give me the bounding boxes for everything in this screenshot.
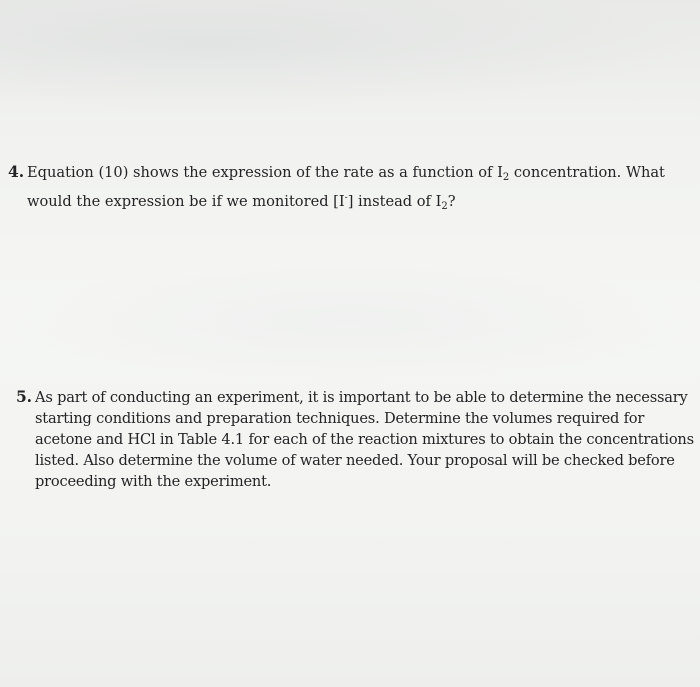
question-5-text-5: proceeding with the experiment. <box>35 473 272 490</box>
page-shading-top <box>0 0 700 110</box>
question-4 <box>8 161 680 217</box>
page-shading-middle <box>0 260 700 380</box>
question-5-text-1: As part of conducting an experiment, it is important to be able to determine the necessary <box>35 389 688 406</box>
question-4-line-2 <box>8 188 680 217</box>
question-4-text-1b: concentration. What <box>509 164 665 181</box>
question-4-superscript: - <box>344 193 348 203</box>
question-4-text-2b: ] instead of I <box>347 193 442 210</box>
question-5-line-3 <box>16 429 694 450</box>
question-5-number: 5. <box>16 387 32 406</box>
question-5-text-3: acetone and HCl in Table 4.1 for each of the reaction mixtures to obtain the concentrations <box>35 431 694 448</box>
question-4-text-2a: would the expression be if we monitored [I <box>27 193 345 210</box>
question-4-line-1 <box>8 161 680 188</box>
question-4-number: 4. <box>8 162 25 181</box>
question-5-line-1 <box>16 386 688 408</box>
question-4-text-1a: Equation (10) shows the expression of the rate as a function of I <box>27 164 503 181</box>
question-5-line-2 <box>16 408 676 429</box>
question-5-line-4 <box>16 450 676 471</box>
question-4-subscript-1: 2 <box>502 172 510 183</box>
question-5-line-5 <box>16 471 676 492</box>
question-4-subscript-2: 2 <box>441 201 448 212</box>
question-4-text-2c: ? <box>447 193 456 210</box>
question-5 <box>16 386 694 492</box>
question-5-text-4: listed. Also determine the volume of water needed. Your proposal will be checked before <box>35 452 675 469</box>
question-5-text-2: starting conditions and preparation techniques. Determine the volumes required for <box>35 410 645 427</box>
